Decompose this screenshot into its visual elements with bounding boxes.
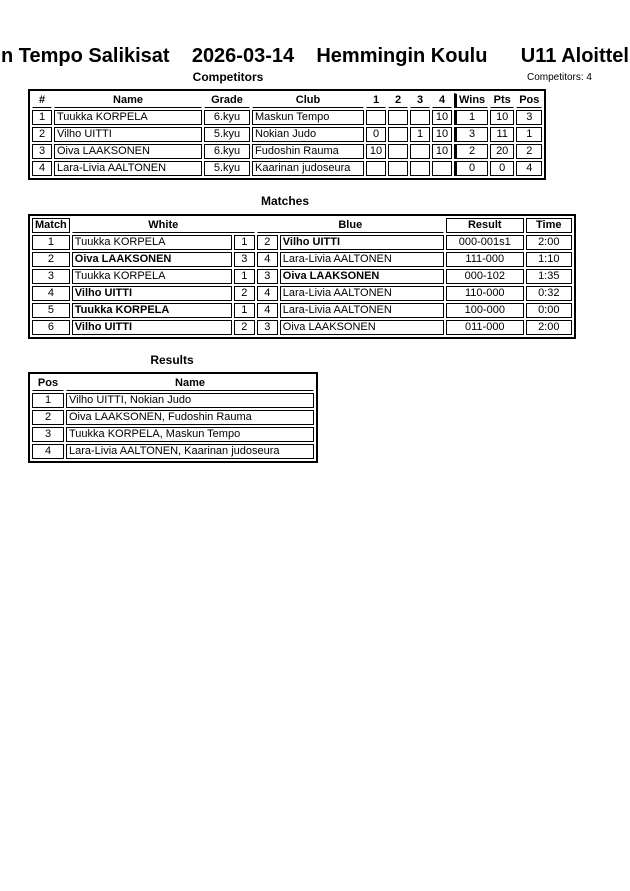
matches-table [28, 214, 576, 339]
results-grid [28, 372, 318, 463]
competitors-section-title: Competitors [192, 70, 264, 84]
competitors-header-name: Name [54, 93, 202, 108]
match-row [32, 269, 572, 284]
competitor-grade: 5.kyu [204, 127, 250, 142]
match-row [32, 303, 572, 318]
results-table [28, 372, 318, 463]
match-row [32, 235, 572, 250]
competitors-grid [28, 89, 546, 180]
result-name: Tuukka KORPELA, Maskun Tempo [66, 427, 314, 442]
competitor-row [32, 110, 542, 125]
match-blue-num: 4 [257, 252, 278, 267]
match-result: 110-000 [446, 286, 524, 301]
competitors-count: Competitors: 4 [526, 72, 592, 83]
competitor-grade: 6.kyu [204, 110, 250, 125]
match-blue-name: Lara-Livia AALTONEN [280, 286, 444, 301]
match-time: 2:00 [526, 235, 572, 250]
matches-header-result: Result [446, 218, 524, 233]
score-cell [432, 161, 452, 176]
competitor-club: Kaarinan judoseura [252, 161, 364, 176]
score-cell: 10 [432, 127, 452, 142]
match-number: 2 [32, 252, 70, 267]
results-header-row [32, 376, 314, 391]
competitor-pts: 0 [490, 161, 514, 176]
result-pos: 2 [32, 410, 64, 425]
match-white-num: 1 [234, 235, 255, 250]
results-header-pos: Pos [32, 376, 64, 391]
match-time: 1:35 [526, 269, 572, 284]
match-white-num: 1 [234, 303, 255, 318]
match-blue-num: 4 [257, 286, 278, 301]
result-row [32, 427, 314, 442]
result-row [32, 410, 314, 425]
match-number: 5 [32, 303, 70, 318]
competitor-pts: 20 [490, 144, 514, 159]
score-cell [366, 110, 386, 125]
score-cell [366, 161, 386, 176]
competitors-header-num: # [32, 93, 52, 108]
competitor-num: 2 [32, 127, 52, 142]
score-cell [410, 110, 430, 125]
competitor-row [32, 161, 542, 176]
page-title: n Tempo Salikisat 2026-03-14 Hemmingin Koulu U11 Aloittel [1, 45, 629, 67]
competitor-row [32, 127, 542, 142]
competitor-wins: 2 [454, 144, 488, 159]
competitor-pos: 4 [516, 161, 542, 176]
competitors-header-pos: Pos [516, 93, 542, 108]
competitor-grade: 6.kyu [204, 144, 250, 159]
match-white-num: 1 [234, 269, 255, 284]
match-time: 2:00 [526, 320, 572, 335]
competitor-row [32, 144, 542, 159]
match-result: 000-001s1 [446, 235, 524, 250]
score-cell [410, 161, 430, 176]
competitors-header-s1: 1 [366, 93, 386, 108]
result-pos: 1 [32, 393, 64, 408]
match-number: 4 [32, 286, 70, 301]
competitor-name: Lara-Livia AALTONEN [54, 161, 202, 176]
match-result: 111-000 [446, 252, 524, 267]
match-white-num: 3 [234, 252, 255, 267]
match-white-name: Tuukka KORPELA [72, 235, 232, 250]
competitors-header-s4: 4 [432, 93, 452, 108]
match-number: 1 [32, 235, 70, 250]
score-cell: 10 [432, 110, 452, 125]
matches-header-time: Time [526, 218, 572, 233]
match-blue-num: 3 [257, 320, 278, 335]
match-white-name: Tuukka KORPELA [72, 269, 232, 284]
match-number: 3 [32, 269, 70, 284]
match-blue-num: 4 [257, 303, 278, 318]
competitor-name: Oiva LAAKSONEN [54, 144, 202, 159]
competitor-club: Nokian Judo [252, 127, 364, 142]
competitor-num: 3 [32, 144, 52, 159]
competitor-club: Fudoshin Rauma [252, 144, 364, 159]
match-time: 0:00 [526, 303, 572, 318]
score-cell: 10 [432, 144, 452, 159]
result-name: Oiva LAAKSONEN, Fudoshin Rauma [66, 410, 314, 425]
match-white-name: Oiva LAAKSONEN [72, 252, 232, 267]
match-blue-name: Lara-Livia AALTONEN [280, 252, 444, 267]
competitors-header-grade: Grade [204, 93, 250, 108]
matches-header-row [32, 218, 572, 233]
competitors-header-s2: 2 [388, 93, 408, 108]
match-time: 1:10 [526, 252, 572, 267]
result-row [32, 393, 314, 408]
match-time: 0:32 [526, 286, 572, 301]
result-row [32, 444, 314, 459]
match-white-num: 2 [234, 286, 255, 301]
match-blue-name: Vilho UITTI [280, 235, 444, 250]
competitors-header-club: Club [252, 93, 364, 108]
score-cell [388, 144, 408, 159]
score-cell: 10 [366, 144, 386, 159]
match-number: 6 [32, 320, 70, 335]
matches-header-match: Match [32, 218, 70, 233]
match-row [32, 286, 572, 301]
competitor-club: Maskun Tempo [252, 110, 364, 125]
score-cell: 1 [410, 127, 430, 142]
match-white-name: Vilho UITTI [72, 286, 232, 301]
matches-grid [28, 214, 576, 339]
score-cell [388, 110, 408, 125]
match-blue-name: Oiva LAAKSONEN [280, 269, 444, 284]
competitor-name: Tuukka KORPELA [54, 110, 202, 125]
competitor-pos: 3 [516, 110, 542, 125]
score-cell: 0 [366, 127, 386, 142]
competitor-name: Vilho UITTI [54, 127, 202, 142]
results-section-title: Results [150, 353, 194, 367]
result-pos: 3 [32, 427, 64, 442]
score-cell [388, 127, 408, 142]
score-cell [388, 161, 408, 176]
competitor-pos: 2 [516, 144, 542, 159]
competitors-table [28, 89, 546, 180]
match-white-name: Tuukka KORPELA [72, 303, 232, 318]
competitor-pts: 10 [490, 110, 514, 125]
match-blue-num: 2 [257, 235, 278, 250]
matches-header-blue: Blue [257, 218, 444, 233]
matches-section-title: Matches [260, 194, 310, 208]
competitor-pos: 1 [516, 127, 542, 142]
competitor-num: 4 [32, 161, 52, 176]
competitors-header-row [32, 93, 542, 108]
match-blue-name: Oiva LAAKSONEN [280, 320, 444, 335]
competitor-num: 1 [32, 110, 52, 125]
match-white-name: Vilho UITTI [72, 320, 232, 335]
results-header-name: Name [66, 376, 314, 391]
score-cell [410, 144, 430, 159]
result-name: Lara-Livia AALTONEN, Kaarinan judoseura [66, 444, 314, 459]
match-result: 000-102 [446, 269, 524, 284]
match-result: 100-000 [446, 303, 524, 318]
competitor-wins: 3 [454, 127, 488, 142]
competitors-header-s3: 3 [410, 93, 430, 108]
match-result: 011-000 [446, 320, 524, 335]
competitors-header-pts: Pts [490, 93, 514, 108]
competitor-wins: 0 [454, 161, 488, 176]
match-blue-num: 3 [257, 269, 278, 284]
match-row [32, 252, 572, 267]
matches-header-white: White [72, 218, 255, 233]
competitor-grade: 5.kyu [204, 161, 250, 176]
result-pos: 4 [32, 444, 64, 459]
competitor-pts: 11 [490, 127, 514, 142]
result-name: Vilho UITTI, Nokian Judo [66, 393, 314, 408]
competitor-wins: 1 [454, 110, 488, 125]
match-row [32, 320, 572, 335]
match-white-num: 2 [234, 320, 255, 335]
competitors-header-wins: Wins [454, 93, 488, 108]
match-blue-name: Lara-Livia AALTONEN [280, 303, 444, 318]
